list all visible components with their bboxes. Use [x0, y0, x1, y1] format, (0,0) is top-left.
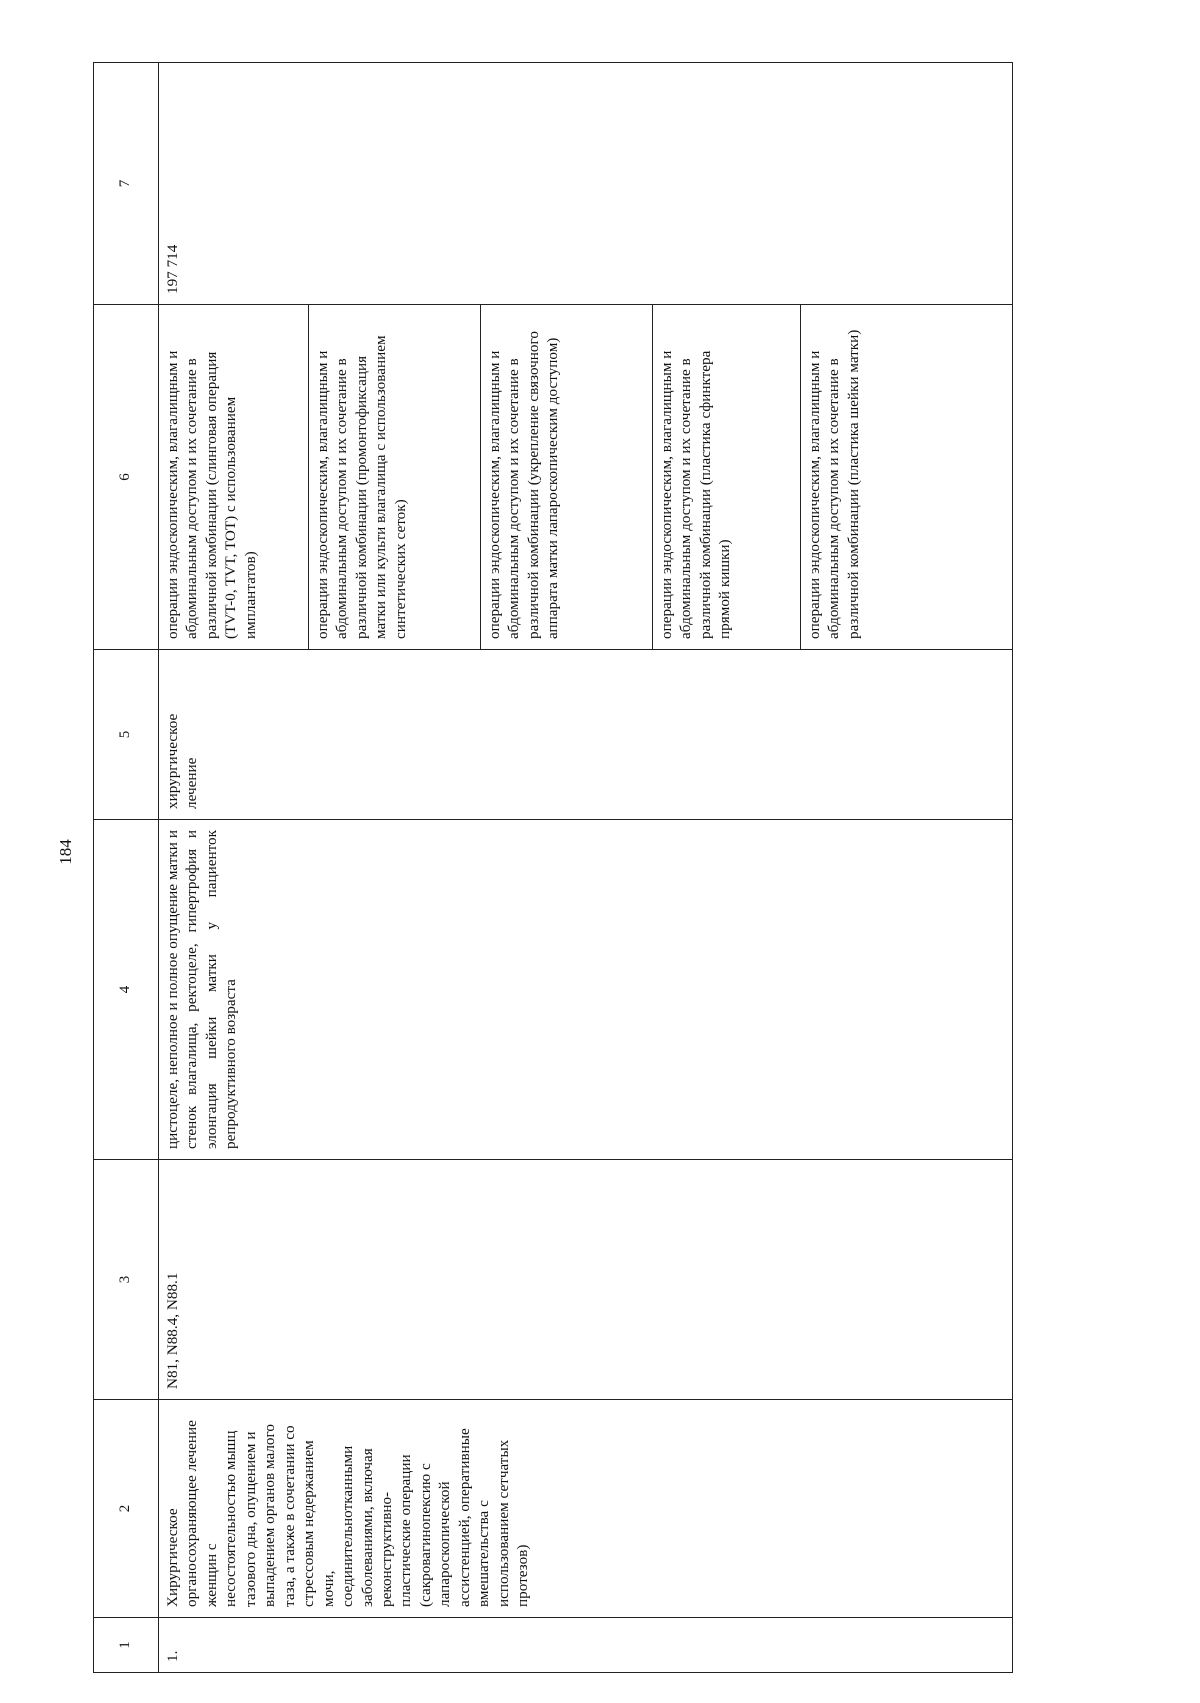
col-header-6: 6 [94, 305, 159, 650]
col-header-2: 2 [94, 1400, 159, 1618]
page-number: 184 [56, 839, 75, 865]
method-3: операции эндоскопическим, влагалищным и абдоминальным доступом и их сочетание в различной комбинации (укрепление связочного аппарата матки лапароскопическим доступом) [481, 305, 653, 650]
col-header-3: 3 [94, 1160, 159, 1400]
method-4: операции эндоскопическим, влагалищным и абдоминальным доступом и их сочетание в различной комбинации (пластика сфинктера прямой кишки) [653, 305, 801, 650]
treatment-type: хирургическое лечение [159, 650, 1013, 820]
cost-value: 197 714 [159, 63, 1013, 305]
col-header-7: 7 [94, 63, 159, 305]
row-number: 1. [159, 1618, 1013, 1673]
col-header-1: 1 [94, 1618, 159, 1673]
header-row [94, 63, 159, 1673]
icd-codes: N81, N88.4, N88.1 [159, 1160, 1013, 1400]
col-header-5: 5 [94, 650, 159, 820]
medical-care-table [93, 63, 1013, 1673]
patient-model: цистоцеле, неполное и полное опущение матки и стенок влагалища, ректоцеле, гипертрофия и элонгация шейки матки у пациенток репродуктивного возраста [159, 820, 1013, 1160]
method-2: операции эндоскопическим, влагалищным и абдоминальным доступом и их сочетание в различной комбинации (промонтофиксация матки или культи влагалища с использованием синтетических сеток) [309, 305, 481, 650]
col-header-4: 4 [94, 820, 159, 1160]
method-5: операции эндоскопическим, влагалищным и абдоминальным доступом и их сочетание в различной комбинации (пластика шейки матки) [801, 305, 1013, 650]
method-1: операции эндоскопическим, влагалищным и абдоминальным доступом и их сочетание в различной комбинации (слинговая операция (TVT-0, TVT, TOT) с использованием имплантатов) [159, 305, 309, 650]
care-type-name: Хирургическое органосохраняющее лечение женщин с несостоятельностью мышц тазового дна, опущением и выпадением органов малого таза, а также в сочетании со стрессовым недержанием мочи, соединительнотканными заболеваниями, включая реконструктивно-пластические операции (сакровагинопексию с лапароскопической ассистенцией, оперативные вмешательства с использованием сетчатых протезов) [159, 1400, 1013, 1618]
table-row [159, 63, 309, 1673]
table [93, 62, 1013, 1673]
